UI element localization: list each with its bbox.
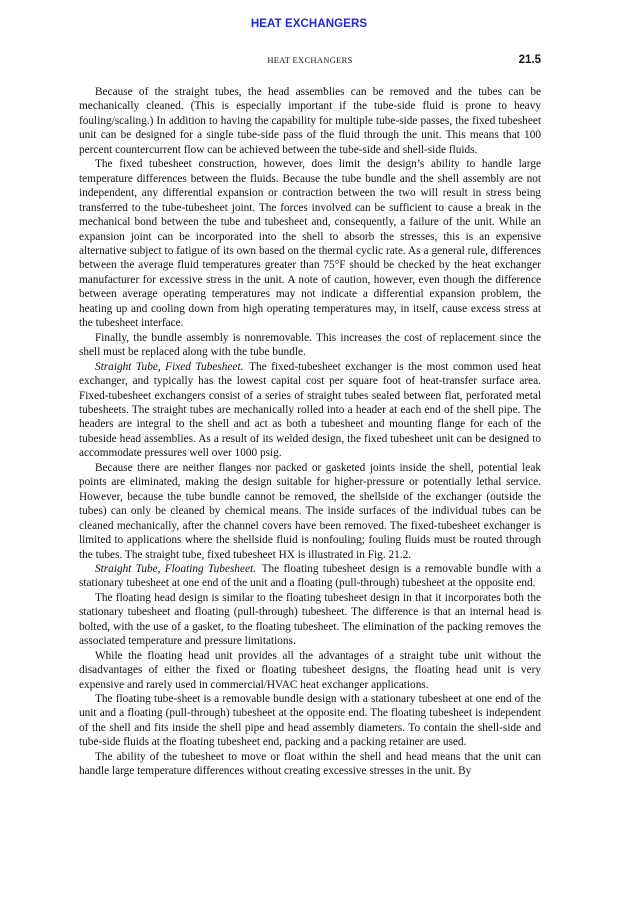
paragraph-text: The fixed tubesheet construction, however, does limit the design’s ability to handle large temperature differences between the fluids. Because the tube bundle and the shell assembly are not independent, any differential expansion or contraction between the two will result in stress being transferred to the tube-tubesheet joint. The forces involved can be sufficient to cause a break in the mechanical bond between the tube and tubesheet and, consequently, a failure of the unit. While an expansion joint can be incorporated into the shell to absorb the stresses, this is an expensive alternative subject to fatigue of its own based on the thermal cyclic rate. As a general rule, differences between the average fluid temperatures greater than 75°F should be checked by the heat exchanger manufacturer for excessive stress in the unit. A note of caution, however, even though the difference between average operating temperatures may not indicate a differential expansion problem, the heating up and cooling down from high operating temperatures may, in itself, cause excess stress at the tubesheet interface. <box>79 158 541 330</box>
paragraph <box>79 85 541 157</box>
paragraph-text: The ability of the tubesheet to move or float within the shell and head means that the unit can handle large temperature differences without creating excessive stresses in the unit. By <box>79 750 541 778</box>
running-head-title: HEAT EXCHANGERS <box>267 55 353 65</box>
paragraph <box>79 157 541 330</box>
paragraph <box>79 331 541 360</box>
running-head <box>79 55 541 69</box>
page-number: 21.5 <box>518 54 541 66</box>
paragraph <box>79 360 541 461</box>
paragraph-heading: Straight Tube, Fixed Tubesheet. <box>95 360 244 373</box>
paragraph <box>79 562 541 591</box>
body-text <box>79 85 541 779</box>
paragraph <box>79 750 541 779</box>
paragraph-text: While the floating head unit provides all the advantages of a straight tube unit without the disadvantages of either the fixed or floating tubesheet designs, the floating head unit is very expensive and rarely used in commercial/HVAC heat exchanger applications. <box>79 649 541 691</box>
paragraph <box>79 461 541 562</box>
paragraph-text: The fixed-tubesheet exchanger is the most common used heat exchanger, and typically has the lowest capital cost per square foot of heat-transfer surface area. Fixed-tubesheet exchangers consist of a series of straight tubes sealed between flat, perforated metal tubesheets. The straight tubes are mechanically rolled into a header at each end of the shell pipe. The headers are integral to the shell and act as both a tubesheet and mounting flange for each of the tubeside head assemblies. As a result of its welded design, the fixed tubesheet unit can be designed to accommodate pressures well over 1000 psig. <box>79 360 541 460</box>
banner-title: HEAT EXCHANGERS <box>250 18 368 30</box>
paragraph-text: Finally, the bundle assembly is nonremovable. This increases the cost of replacement since the shell must be replaced along with the tube bundle. <box>79 331 541 359</box>
paragraph <box>79 591 541 649</box>
paragraph-text: Because of the straight tubes, the head assemblies can be removed and the tubes can be mechanically cleaned. (This is especially important if the tube-side fluid is prone to heavy fouling/scaling.) In addition to having the capability for multiple tube-side passes, the fixed tubesheet unit can be designed for a single tube-side pass of the fluid through the unit. This means that 100 percent countercurrent flow can be achieved between the tube-side and shell-side fluids. <box>79 86 541 156</box>
paragraph-text: The floating tubesheet design is a removable bundle with a stationary tubesheet at one end of the unit and a floating (pull-through) tubesheet at the opposite end. <box>79 562 542 590</box>
paragraph-text: The floating tube-sheet is a removable bundle design with a stationary tubesheet at one end of the unit and a floating (pull-through) tubesheet at the opposite end. The floating tubesheet is independent of the shell and fits inside the shell pipe and head assembly diameters. To contain the shell-side and tube-side fluids at the floating tubesheet end, packing and a packing retainer are used. <box>79 693 541 749</box>
paragraph <box>79 649 541 692</box>
paragraph-text: The floating head design is similar to the floating tubesheet design in that it incorporates both the stationary tubesheet and floating (pull-through) tubesheet. The difference is that an internal head is bolted, with the use of a gasket, to the floating tubesheet. The elimination of the packing removes the associated temperature and pressure limitations. <box>79 591 541 648</box>
paragraph <box>79 692 541 750</box>
paragraph-text: Because there are neither flanges nor packed or gasketed joints inside the shell, potential leak points are eliminated, making the design suitable for higher-pressure or potentially lethal service. However, because the tube bundle cannot be removed, the shellside of the exchanger (outside the tubes) can only be cleaned by chemical means. The inside surfaces of the individual tubes can be cleaned mechanically, after the channel covers have been removed. The fixed-tubesheet exchanger is limited to applications where the shellside fluid is nonfouling; fouling fluids must be routed through the tubes. The straight tube, fixed tubesheet HX is illustrated in Fig. 21.2. <box>79 461 541 561</box>
paragraph-heading: Straight Tube, Floating Tubesheet. <box>95 562 256 575</box>
